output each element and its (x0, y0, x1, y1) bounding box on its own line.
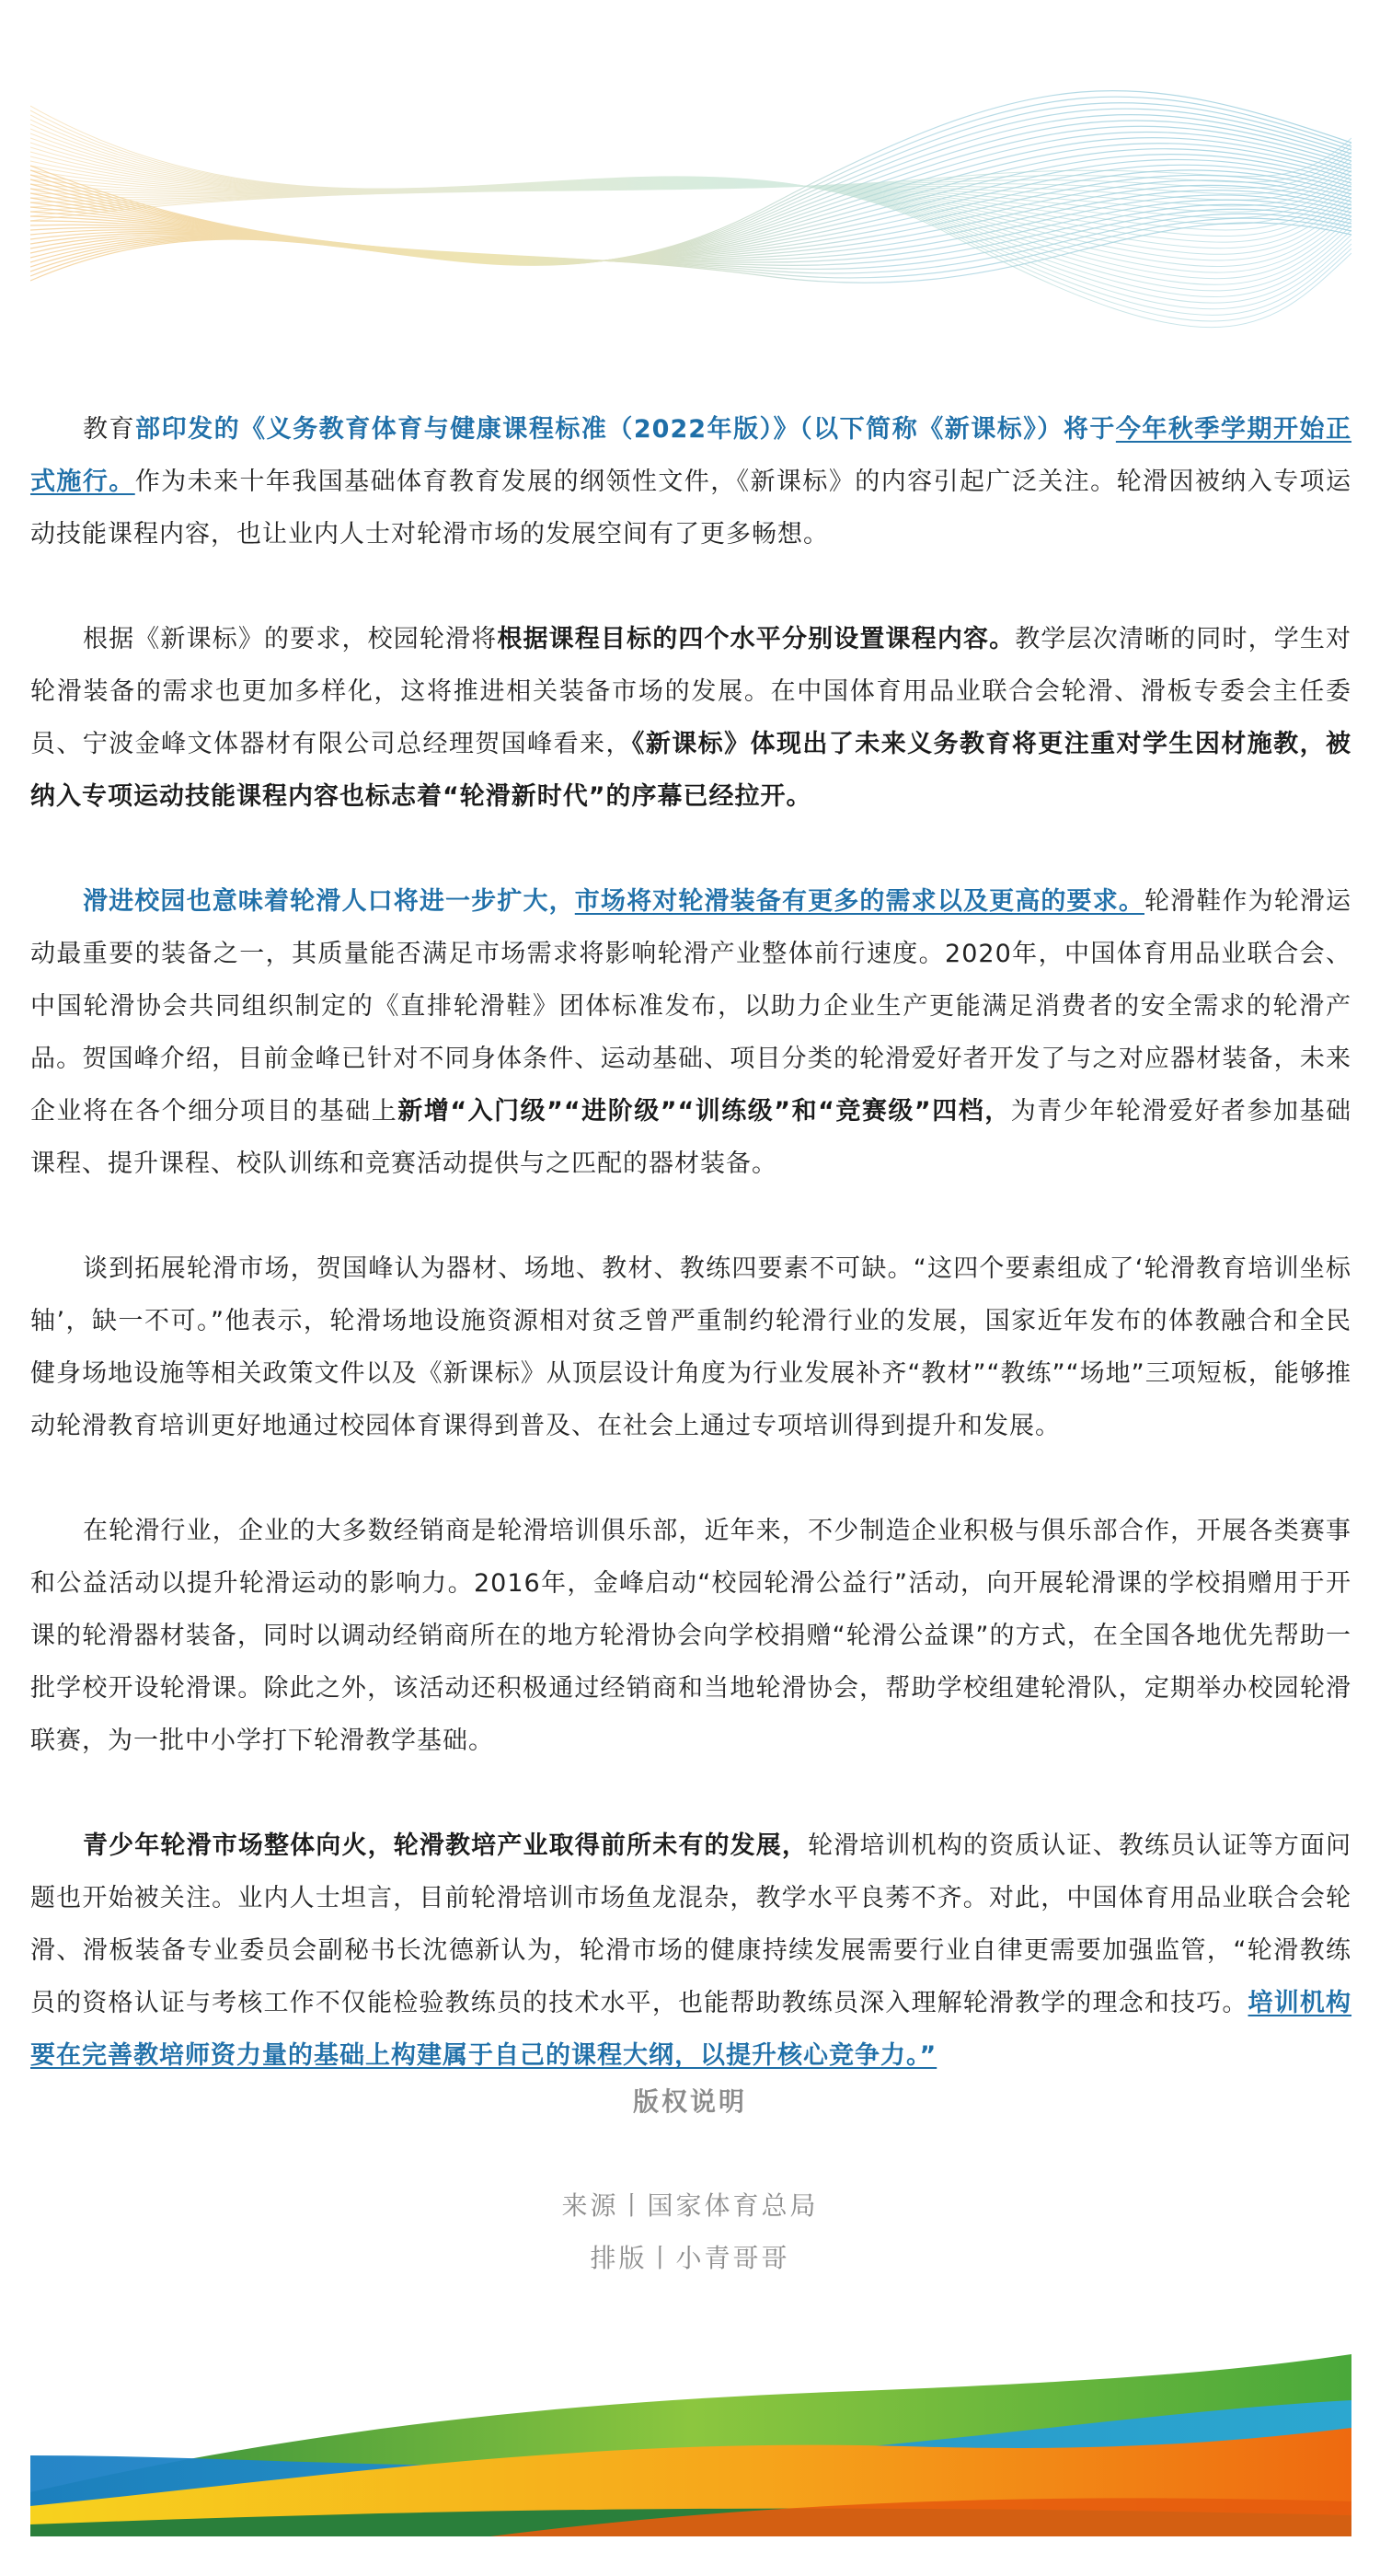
paragraph-2-segment: 根据《新课标》的要求，校园轮滑将 (83, 625, 498, 653)
paragraph-6 (30, 1819, 1351, 2082)
paragraph-2-segment: 《新课标》体现出了未来义务教育将更注重对学生因材施教，被纳入专项运动技能课程内容也标志着“轮滑新时代”的序幕已经拉开。 (30, 730, 1351, 811)
paragraph-2-segment: 教学层次清晰的同时，学生对轮滑装备的需求也更加多样化，这将推进相关装备市场的发展。在中国体育用品业联合会轮滑、滑板专委会主任委员、宁波金峰文体器材有限公司总经理贺国峰看来， (30, 625, 1352, 758)
layout-credit: 排版丨小青哥哥 (590, 2243, 790, 2273)
paragraph-1-segment[interactable]: 今年秋季学期开始正式施行。 (30, 415, 1352, 496)
paragraph-3-segment: 新增“入门级”“进阶级”“训练级”和“竞赛级”四档， (397, 1097, 1011, 1126)
paragraph-1-segment: 教育 (83, 415, 136, 444)
paragraph-6-segment: 轮滑培训机构的资质认证、教练员认证等方面问题也开始被关注。业内人士坦言，目前轮滑培训市场鱼龙混杂，教学水平良莠不齐。对此，中国体育用品业联合会轮滑、滑板装备专业委员会副秘书长沈德新认为，轮滑市场的健康持续发展需要行业自律更需要加强监管，“轮滑教练员的资格认证与考核工作不仅能检验教练员的技术水平，也能帮助教练员深入理解轮滑教学的理念和技巧。 (30, 1831, 1352, 2017)
paragraph-1-segment: 作为未来十年我国基础体育教育发展的纲领性文件，《新课标》的内容引起广泛关注。轮滑因被纳入专项运动技能课程内容，也让业内人士对轮滑市场的发展空间有了更多畅想。 (30, 468, 1352, 549)
paragraph-6-segment: 青少年轮滑市场整体向火，轮滑教培产业取得前所未有的发展， (83, 1831, 809, 1860)
paragraph-2-segment: 根据课程目标的四个水平分别设置课程内容。 (497, 625, 1016, 653)
paragraph-1 (30, 403, 1351, 560)
source-credit: 来源丨国家体育总局 (561, 2190, 819, 2221)
paragraph-5 (30, 1505, 1351, 1767)
copyright-title: 版权说明 (632, 2086, 747, 2117)
article-body (30, 403, 1351, 2082)
paragraph-3 (30, 875, 1351, 1190)
footer-ribbon-banner (30, 2317, 1351, 2536)
paragraph-2 (30, 613, 1351, 823)
header-wave-banner (30, 51, 1351, 403)
paragraph-1-segment[interactable]: 部印发的《义务教育体育与健康课程标准（2022年版）》（以下简称《新课标》）将于 (135, 415, 1116, 444)
paragraph-3-segment[interactable]: 市场将对轮滑装备有更多的需求以及更高的要求。 (574, 887, 1144, 916)
paragraph-6-segment[interactable]: 培训机构要在完善教培师资力量的基础上构建属于自己的课程大纲，以提升核心竞争力。” (30, 1989, 1352, 2070)
paragraph-3-segment[interactable]: 滑进校园也意味着轮滑人口将进一步扩大， (83, 887, 575, 916)
paragraph-4 (30, 1242, 1351, 1452)
paragraph-3-segment: 为青少年轮滑爱好者参加基础课程、提升课程、校队训练和竞赛活动提供与之匹配的器材装备。 (30, 1097, 1352, 1178)
paragraph-3-segment: 轮滑鞋作为轮滑运动最重要的装备之一，其质量能否满足市场需求将影响轮滑产业整体前行速度。2020年，中国体育用品业联合会、中国轮滑协会共同组织制定的《直排轮滑鞋》团体标准发布，以助力企业生产更能满足消费者的安全需求的轮滑产品。贺国峰介绍，目前金峰已针对不同身体条件、运动基础、项目分类的轮滑爱好者开发了与之对应器材装备，未来企业将在各个细分项目的基础上 (30, 887, 1352, 1126)
paragraph-5-segment: 在轮滑行业，企业的大多数经销商是轮滑培训俱乐部，近年来，不少制造企业积极与俱乐部合作，开展各类赛事和公益活动以提升轮滑运动的影响力。2016年，金峰启动“校园轮滑公益行”活动，向开展轮滑课的学校捐赠用于开课的轮滑器材装备，同时以调动经销商所在的地方轮滑协会向学校捐赠“轮滑公益课”的方式，在全国各地优先帮助一批学校开设轮滑课。除此之外，该活动还积极通过经销商和当地轮滑协会，帮助学校组建轮滑队，定期举办校园轮滑联赛，为一批中小学打下轮滑教学基础。 (30, 1517, 1351, 1755)
paragraph-4-segment: 谈到拓展轮滑市场，贺国峰认为器材、场地、教材、教练四要素不可缺。“这四个要素组成了‘轮滑教育培训坐标轴’，缺一不可。”他表示，轮滑场地设施资源相对贫乏曾严重制约轮滑行业的发展，国家近年发布的体教融合和全民健身场地设施等相关政策文件以及《新课标》从顶层设计角度为行业发展补齐“教材”“教练”“场地”三项短板，能够推动轮滑教育培训更好地通过校园体育课得到普及、在社会上通过专项培训得到提升和发展。 (30, 1254, 1351, 1440)
